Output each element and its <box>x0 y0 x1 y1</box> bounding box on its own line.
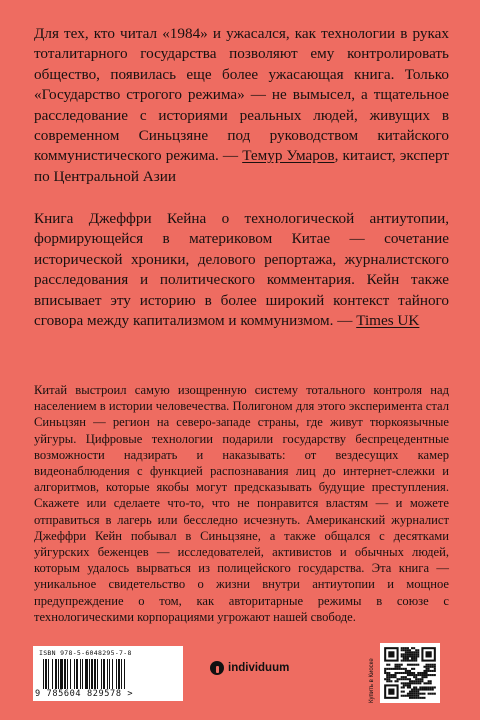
publisher-icon <box>210 661 224 675</box>
barcode-number: 9 785604 829578 > <box>35 689 134 699</box>
qr-caption: Купить в Киоске <box>369 658 375 703</box>
quote-author-link[interactable]: Темур Умаров <box>242 147 335 165</box>
review-quote-umarov <box>34 24 449 187</box>
quote-text: Книга Джеффри Кейна о технологической антиутопии, формирующейся в материковом Китае — сочетание исторической хроники, делового репортажа, журналистского расследования и политического комментария. Кейн также вписывает эту историю в более широкий контекст тайного сговора между капитализмом и коммунизмом. — <box>34 210 449 330</box>
review-quote-times <box>34 209 449 331</box>
barcode-bars <box>43 659 175 689</box>
publisher-name: individuum <box>228 662 290 674</box>
qr-code-icon <box>380 643 440 703</box>
quote-text: Для тех, кто читал «1984» и ужасался, как технологии в руках тоталитарного государства позволяют ему контролировать общество, появилась еще более ужасающая книга. Только «Государство строгого режима» — не вымысел, а тщательное расследование с историями реальных людей, живущих в современном Синьцзяне под руководством китайского коммунистического режима. — <box>34 25 449 165</box>
isbn-barcode <box>33 646 183 701</box>
publisher-logo <box>210 661 289 675</box>
isbn-label: ISBN 978-5-6048295-7-8 <box>39 649 132 657</box>
quote-source-link[interactable]: Times UK <box>356 312 420 330</box>
book-description: Китай выстроил самую изощренную систему тотального контроля над населением в истории человечества. Полигоном для этого эксперимента стал Синьцзян — регион на северо-западе страны, где живут тюркоязычные уйгуры. Цифровые технологии подарили государству беспрецедентные возможности надзирать и наказывать: от вездесущих камер видеонаблюдения с функцией распознавания лиц до интернет-слежки и алгоритмов, которые якобы могут предсказывать будущие преступления. Скажете или сделаете что-то, что не понравится властям — и можете отправиться в лагерь или бесследно исчезнуть. Американский журналист Джеффри Кейн побывал в Синьцзяне, а также общался с десятками уйгурских беженцев — исследователей, активистов и обычных людей, которым удалось вырваться из полицейского государства. Эта книга — уникальное свидетельство о жизни внутри антиутопии и мощное предупреждение о том, как авторитарные режимы в союзе с технологическими корпорациями угрожают нашей свободе. <box>34 383 449 624</box>
quote-author-title: , китаист, эксперт по Центральной Азии <box>34 147 450 185</box>
